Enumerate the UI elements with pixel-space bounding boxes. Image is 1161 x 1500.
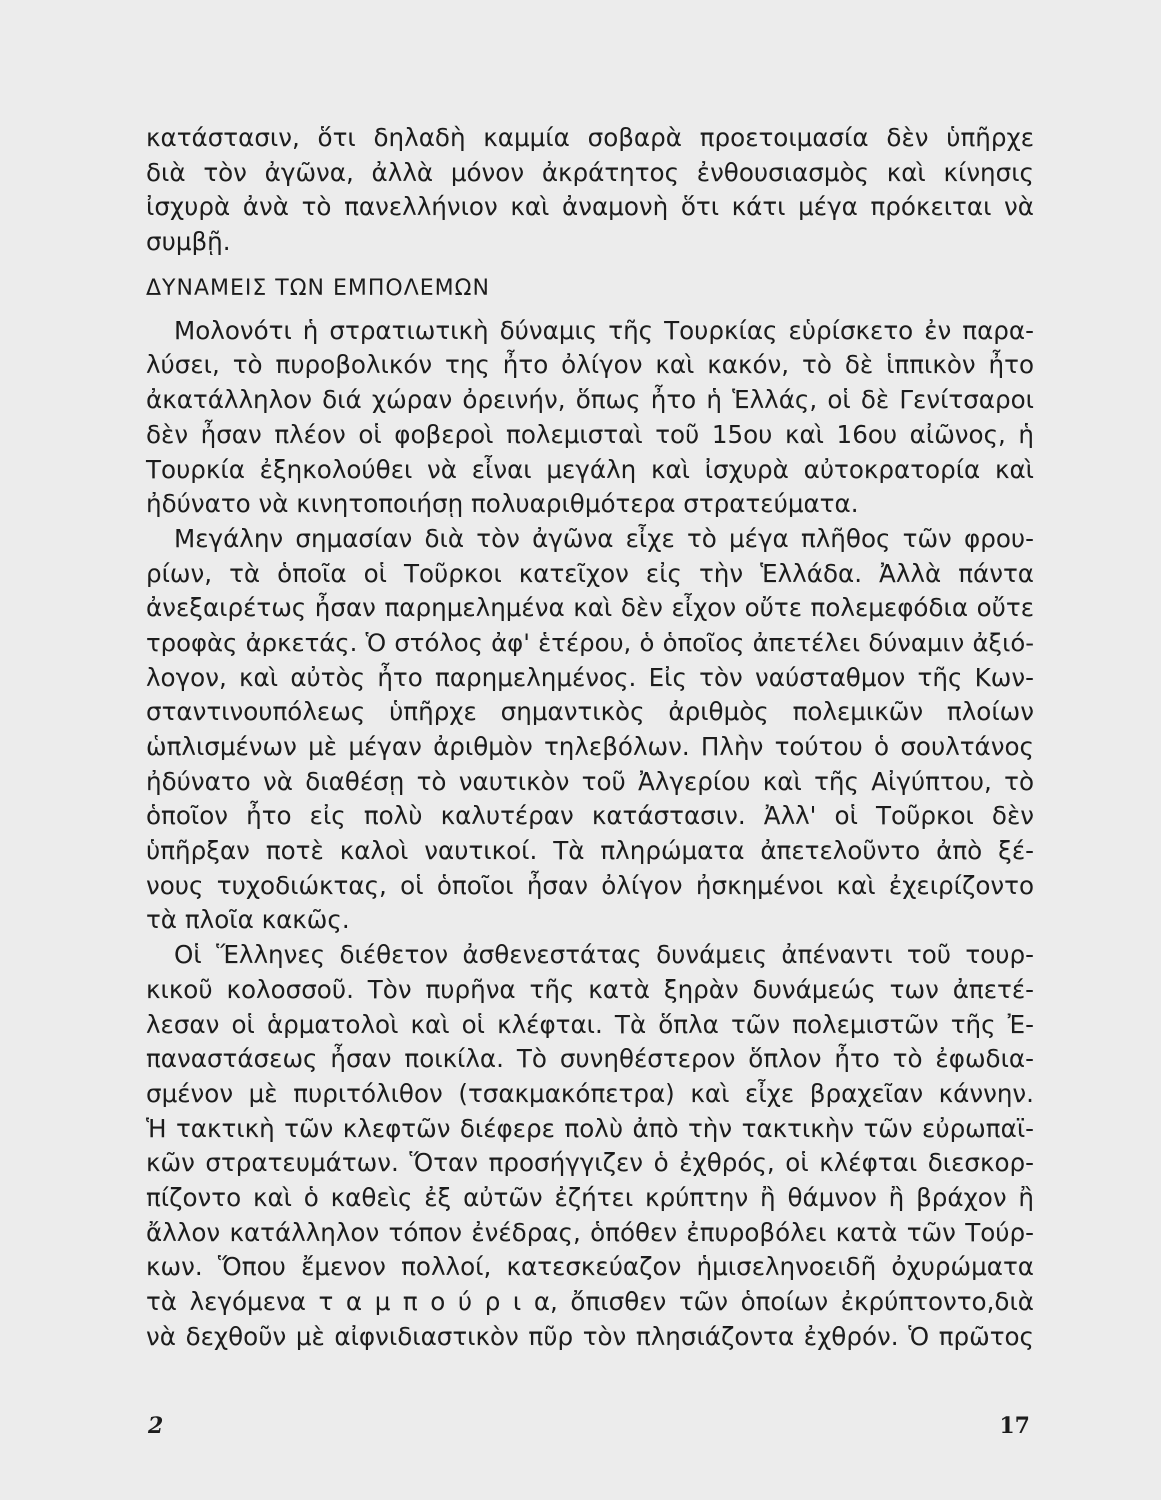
text-line: ἄλλον κατάλληλον τόπον ἐνέδρας, ὁπόθεν ἐπυροβόλει κατὰ τῶν Τούρ- (146, 1217, 1034, 1247)
text-block (146, 121, 1034, 1354)
text-line: κῶν στρατευμάτων. Ὅταν προσήγγιζεν ὁ ἐχθρός, οἱ κλέφται διεσκορ- (146, 1148, 1034, 1178)
text-line: πίζοντο καὶ ὁ καθεὶς ἐξ αὐτῶν ἐζήτει κρύπτην ἢ θάμνον ἢ βράχον ἢ (146, 1182, 1034, 1212)
text-line: Τουρκία ἐξηκολούθει νὰ εἶναι μεγάλη καὶ ἰσχυρὰ αὐτοκρατορία καὶ (146, 454, 1034, 484)
paragraph-1 (146, 314, 1034, 522)
text-line: λεσαν οἱ ἁρματολοὶ καὶ οἱ κλέφται. Τὰ ὅπλα τῶν πολεμιστῶν τῆς Ἐ- (146, 1009, 1034, 1039)
text-line: λύσει, τὸ πυροβολικόν της ἦτο ὀλίγον καὶ κακόν, τὸ δὲ ἱππικὸν ἦτο (146, 350, 1034, 380)
text-line: Οἱ Ἕλληνες διέθετον ἀσθενεστάτας δυνάμεις ἀπέναντι τοῦ τουρ- (174, 940, 1034, 970)
text-line: συμβῇ. (146, 227, 231, 257)
text-line: νὰ δεχθοῦν μὲ αἰφνιδιαστικὸν πῦρ τὸν πλησιάζοντα ἐχθρόν. Ὁ πρῶτος (146, 1321, 1034, 1351)
text-line: λογον, καὶ αὐτὸς ἦτο παρημελημένος. Εἰς τὸν ναύσταθμον τῆς Κων- (146, 662, 1034, 692)
paragraph-3 (146, 938, 1034, 1354)
text-line: ἀνεξαιρέτως ἦσαν παρημελημένα καὶ δὲν εἶχον οὔτε πολεμεφόδια οὔτε (146, 593, 1034, 623)
text-line: ὁποῖον ἦτο εἰς πολὺ καλυτέραν κατάστασιν. Ἀλλ' οἱ Τοῦρκοι δὲν (146, 801, 1034, 831)
text-line: παναστάσεως ἦσαν ποικίλα. Τὸ συνηθέστερον ὅπλον ἦτο τὸ ἐφωδια- (146, 1044, 1034, 1074)
text-line: Μεγάλην σημασίαν διὰ τὸν ἀγῶνα εἶχε τὸ μέγα πλῆθος τῶν φρου- (174, 523, 1034, 553)
text-line: κατάστασιν, ὅτι δηλαδὴ καμμία σοβαρὰ προετοιμασία δὲν ὑπῆρχε (146, 123, 1034, 152)
text-line: ἠδύνατο νὰ κινητοποιήσῃ πολυαριθμότερα στρατεύματα. (146, 489, 859, 519)
text-line: σμένον μὲ πυριτόλιθον (τσακμακόπετρα) καὶ εἶχε βραχεῖαν κάννην. (146, 1078, 1034, 1108)
text-line: Ἡ τακτικὴ τῶν κλεφτῶν διέφερε πολὺ ἀπὸ τὴν τακτικὴν τῶν εὐρωπαϊ- (146, 1113, 1034, 1143)
text-line: τροφὰς ἀρκετάς. Ὁ στόλος ἀφ' ἑτέρου, ὁ ὁποῖος ἀπετέλει δύναμιν ἀξιό- (146, 627, 1034, 657)
text-line: κικοῦ κολοσσοῦ. Τὸν πυρῆνα τῆς κατὰ ξηρὰν δυνάμεώς των ἀπετέ- (146, 974, 1034, 1004)
text-line: ἠδύνατο νὰ διαθέσῃ τὸ ναυτικὸν τοῦ Ἀλγερίου καὶ τῆς Αἰγύπτου, τὸ (146, 766, 1034, 796)
text-line: ὑπῆρξαν ποτὲ καλοὶ ναυτικοί. Τὰ πληρώματα ἀπετελοῦντο ἀπὸ ξέ- (146, 836, 1034, 866)
text-line: ἰσχυρὰ ἀνὰ τὸ πανελλήνιον καὶ ἀναμονὴ ὅτι κάτι μέγα πρόκειται νὰ (146, 192, 1034, 222)
text-line: σταντινουπόλεως ὑπῆρχε σημαντικὸς ἀριθμὸς πολεμικῶν πλοίων (146, 697, 1034, 727)
paragraph-2 (146, 522, 1034, 938)
text-line: διὰ τὸν ἀγῶνα, ἀλλὰ μόνον ἀκράτητος ἐνθουσιασμὸς καὶ κίνησις (146, 157, 1034, 187)
intro-paragraph (146, 121, 1034, 260)
text-line: τὰ πλοῖα κακῶς. (146, 905, 350, 935)
text-line: ἀκατάλληλον διά χώραν ὀρεινήν, ὅπως ἦτο ἡ Ἑλλάς, οἱ δὲ Γενίτσαροι (146, 385, 1034, 415)
text-line: νους τυχοδιώκτας, οἱ ὁποῖοι ἦσαν ὀλίγον ἠσκημένοι καὶ ἐχειρίζοντο (146, 870, 1034, 900)
text-line: Μολονότι ἡ στρατιωτικὴ δύναμις τῆς Τουρκίας εὑρίσκετο ἐν παρα- (174, 315, 1034, 345)
signature-mark: 2 (148, 1413, 164, 1439)
text-line: τὰ λεγόμενα τ α μ π ο ύ ρ ι α, ὄπισθεν τῶν ὁποίων ἐκρύπτοντο,διὰ (146, 1287, 1034, 1316)
section-heading: ΔΥΝΑΜΕΙΣ ΤΩΝ ΕΜΠΟΛΕΜΩΝ (146, 275, 490, 301)
text-line: ὡπλισμένων μὲ μέγαν ἀριθμὸν τηλεβόλων. Πλὴν τούτου ὁ σουλτάνος (146, 732, 1034, 761)
text-line: κων. Ὅπου ἔμενον πολλοί, κατεσκεύαζον ἡμισεληνοειδῆ ὀχυρώματα (146, 1252, 1034, 1282)
page-number: 17 (999, 1413, 1030, 1439)
text-line: ρίων, τὰ ὁποῖα οἱ Τοῦρκοι κατεῖχον εἰς τὴν Ἑλλάδα. Ἀλλὰ πάντα (146, 558, 1034, 588)
text-line: δὲν ἦσαν πλέον οἱ φοβεροὶ πολεμισταὶ τοῦ 15ου καὶ 16ου αἰῶνος, ἡ (146, 419, 1034, 449)
